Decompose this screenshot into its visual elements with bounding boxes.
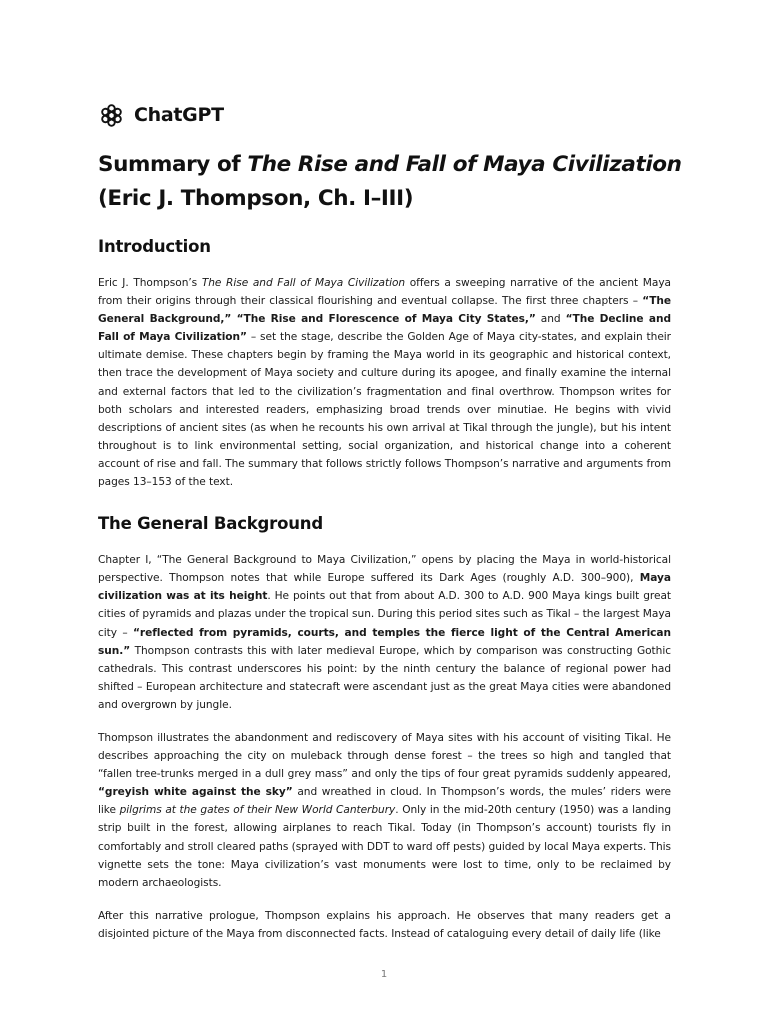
text-run: After this narrative prologue, Thompson explains his approach. He observes that many readers get a disjointed picture of the Maya from disconnected facts. Instead of cataloguing every detail of daily life (like — [98, 909, 671, 940]
text-run: Chapter I, “The General Background to Maya Civilization,” opens by placing the Maya in world-historical perspective. Thompson notes that while Europe suffered its Dark Ages (roughly A.D. 300–900), — [98, 554, 671, 585]
text-run: – set the stage, describe the Golden Age of Maya city-states, and explain their ultimate demise. These chapters begin by framing the Maya world in its geographic and historical context, then trace the development of Maya society and culture during its apogee, and finally examine the internal and external factors that led to the civilization’s fragmentation and final overthrow. Thompson writes for both scholars and interested readers, emphasizing broad trends over minutiae. He begins with vivid descriptions of ancient sites (as when he recounts his own arrival at Tikal through the jungle), but his intent throughout is to link environmental setting, social organization, and historical change into a coherent account of rise and fall. The summary that follows strictly follows Thompson’s narrative and arguments from pages 13–153 of the text. — [98, 331, 671, 489]
document-title — [98, 148, 682, 216]
general-background-paragraph-1 — [98, 551, 671, 714]
text-run: Thompson contrasts this with later medieval Europe, which by comparison was constructing Gothic cathedrals. This contrast underscores his point: by the ninth century the balance of regional power had shifted – European architecture and statecraft were ascendant just as the great Maya cities were abandoned and overgrown by jungle. — [98, 644, 671, 711]
quote-italic: pilgrims at the gates of their New World Canterbury — [119, 804, 396, 817]
quote-bold: “reflected from pyramids, courts, and temples the fierce light of the Central American sun.” — [98, 626, 671, 657]
title-prefix: Summary of — [98, 152, 248, 177]
document-body — [98, 148, 682, 943]
emphasis-bold: Maya civilization was at its height — [98, 572, 671, 603]
text-run: . Only in the mid-20th century (1950) was a landing strip built in the forest, allowing airplanes to reach Tikal. Today (in Thompson’s account) tourists fly in comfortably and stroll cleared paths (sprayed with DDT to ward off pests) guided by local Maya experts. This vignette sets the tone: Maya civilization’s vast monuments were lost to time, only to be reclaimed by modern archaeologists. — [98, 804, 671, 889]
text-run: and wreathed in cloud. In Thompson’s words, the mules’ riders were like — [98, 786, 672, 817]
title-book: The Rise and Fall of Maya Civilization — [247, 152, 682, 177]
section-heading-general-background: The General Background — [98, 514, 323, 534]
text-run: and — [535, 313, 566, 326]
section-heading-introduction: Introduction — [98, 237, 211, 256]
text-run: Thompson illustrates the abandonment and rediscovery of Maya sites with his account of visiting Tikal. He describes approaching the city on muleback through dense forest – the trees so high and tangled that “fallen tree-trunks merged in a dull grey mass” and only the tips of four great pyramids suddenly appeared, — [98, 731, 671, 781]
book-title-italic: The Rise and Fall of Maya Civilization — [201, 277, 406, 289]
chatgpt-logo — [98, 101, 224, 129]
text-run: Eric J. Thompson’s — [98, 277, 202, 289]
chapter-titles-bold: “The General Background,” “The Rise and Florescence of Maya City States,” — [98, 295, 671, 326]
introduction-paragraph — [98, 274, 671, 491]
quote-bold: “greyish white against the sky” — [98, 786, 293, 799]
openai-logo-icon — [98, 102, 125, 129]
general-background-paragraph-3 — [98, 907, 671, 943]
page-number: 1 — [380, 969, 388, 980]
text-run: . He points out that from about A.D. 300 to A.D. 900 Maya kings built great cities of pyramids and plazas under the tropical sun. During this period sites such as Tikal – the largest Maya city – — [98, 590, 671, 639]
chapter-title-bold: “The Decline and Fall of Maya Civilization” — [98, 313, 672, 344]
title-line-1 — [98, 148, 682, 182]
text-run: offers a sweeping narrative of the ancient Maya from their origins through their classical flourishing and eventual collapse. The first three chapters – — [98, 277, 671, 308]
title-line-2: (Eric J. Thompson, Ch. I–III) — [98, 186, 414, 211]
brand-name: ChatGPT — [134, 104, 224, 126]
general-background-paragraph-2 — [98, 729, 671, 892]
